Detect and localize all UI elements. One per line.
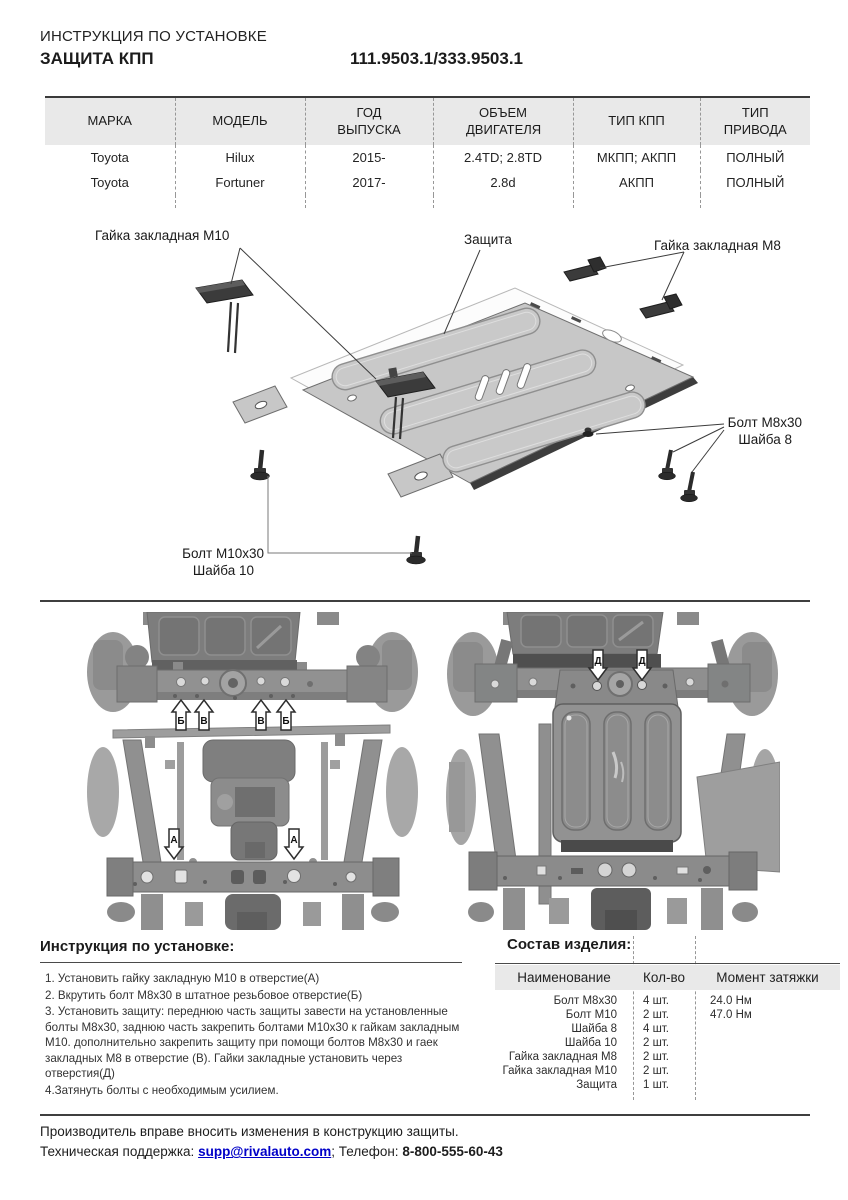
- fitment-table: [45, 96, 810, 208]
- marker-letter: В: [200, 716, 208, 727]
- instruction-step: 1. Установить гайку закладную М10 в отверстие(А): [45, 972, 320, 985]
- installation-instructions: [40, 938, 472, 1099]
- col-torque: Момент затяжки: [716, 970, 819, 985]
- phone-number: 8-800-555-60-43: [402, 1144, 503, 1160]
- label-weld-nut-m8: Гайка закладная М8: [654, 238, 781, 253]
- support-line: [40, 1142, 810, 1162]
- weld-nut-m8-2: [640, 294, 682, 318]
- photo-underside-before: [85, 612, 420, 930]
- photo-underside-after: [445, 612, 780, 930]
- marker-letter: Д: [594, 656, 602, 667]
- exploded-view-diagram: [40, 222, 810, 600]
- marker-letter: Б: [282, 716, 290, 727]
- parts-row: Болт М8х30 4 шт. 24.0 Нм: [553, 995, 752, 1007]
- instructions-title: Инструкция по установке:: [40, 938, 462, 963]
- col-model: МОДЕЛЬ: [175, 97, 305, 145]
- bolt-m10x30-1: [251, 450, 270, 480]
- parts-row: Болт М10 2 шт. 47.0 Нм: [565, 1009, 752, 1021]
- label-weld-nut-m10: Гайка закладная М10: [95, 228, 230, 243]
- weld-nut-m8-1: [564, 257, 606, 281]
- label-bolt-m10: Болт М10х30: [182, 546, 264, 561]
- table-row: Toyota Hilux 2015- 2.4TD; 2.8TD МКПП; АКПП ПОЛНЫЙ: [45, 145, 810, 170]
- marker-letter: Б: [177, 716, 185, 727]
- col-brand: МАРКА: [45, 97, 175, 145]
- instructions-steps: [40, 971, 472, 1098]
- col-qty: Кол-во: [643, 970, 685, 985]
- parts-heading-rule: [495, 963, 840, 964]
- phone-label: Телефон:: [338, 1144, 399, 1160]
- bolt-m8x30-2: [681, 472, 698, 502]
- parts-list: [495, 936, 840, 1104]
- shield-plate-illustration: [233, 302, 693, 497]
- marker-letter: В: [257, 716, 265, 727]
- parts-title: Состав изделия:: [495, 936, 631, 953]
- instruction-step: 4.Затянуть болты с необходимым усилием.: [45, 1083, 279, 1097]
- table-spacer-row: [45, 195, 810, 208]
- doc-type-label: ИНСТРУКЦИЯ ПО УСТАНОВКЕ: [40, 28, 267, 45]
- footer: [40, 1122, 810, 1163]
- parts-row: Шайба 8 4 шт.: [571, 1023, 669, 1035]
- chassis-illustration: [87, 612, 418, 930]
- parts-row: Гайка закладная М10 2 шт.: [502, 1065, 669, 1077]
- parts-header-row: [495, 965, 840, 990]
- fitment-header-row: [45, 97, 810, 145]
- part-numbers: 111.9503.1/333.9503.1: [350, 49, 524, 68]
- support-label: Техническая поддержка:: [40, 1144, 195, 1160]
- label-bolt-m8: Болт М8х30: [727, 415, 802, 430]
- support-email-link[interactable]: supp@rivalauto.com: [198, 1144, 332, 1160]
- header: [40, 28, 810, 71]
- bolt-m8x30-1: [659, 450, 676, 480]
- bolt-m10x30-2: [407, 536, 426, 564]
- parts-row: Гайка закладная М8 2 шт.: [508, 1051, 669, 1063]
- disclaimer-text: Производитель вправе вносить изменения в конструкцию защиты.: [40, 1124, 459, 1139]
- chassis-illustration: [446, 612, 780, 930]
- section-divider: [40, 600, 810, 602]
- parts-rows: [495, 994, 840, 1092]
- label-washer-10: Шайба 10: [192, 563, 254, 578]
- col-year: ГОД ВЫПУСКА: [305, 97, 433, 145]
- label-washer-8: Шайба 8: [738, 432, 792, 447]
- table-row: Toyota Fortuner 2017- 2.8d АКПП ПОЛНЫЙ: [45, 170, 810, 195]
- page-title: ЗАЩИТА КПП: [40, 49, 154, 68]
- email-separator: ;: [331, 1144, 336, 1160]
- col-drive: ТИП ПРИВОДА: [700, 97, 810, 145]
- instruction-step: 2. Вкрутить болт М8х30 в штатное резьбовое отверстие(Б): [45, 988, 363, 1002]
- weld-nut-m10-1: [196, 280, 253, 353]
- col-engine: ОБЪЕМ ДВИГАТЕЛЯ: [433, 97, 573, 145]
- marker-letter: А: [290, 835, 298, 846]
- footer-divider: [40, 1114, 810, 1116]
- marker-arrows-up: [172, 700, 295, 730]
- col-part-name: Наименование: [517, 970, 611, 985]
- parts-row: Шайба 10 2 шт.: [564, 1037, 669, 1049]
- instruction-step: 3. Установить защиту: переднюю часть защиты завести на установленные болты М8х30, заднюю часть закрепить болтами М10х30 к гайкам закладным М10. дополнительно закрепить защиту при помощи болтов М8х30 и гаек закладных М8 в отверстие (В). Гайки закладные установить через отверстия(Д): [45, 1005, 460, 1081]
- label-shield: Защита: [464, 232, 512, 247]
- marker-letter: А: [170, 835, 178, 846]
- col-gearbox: ТИП КПП: [573, 97, 700, 145]
- parts-row: Защита 1 шт.: [576, 1079, 669, 1091]
- marker-letter: Д: [638, 656, 646, 667]
